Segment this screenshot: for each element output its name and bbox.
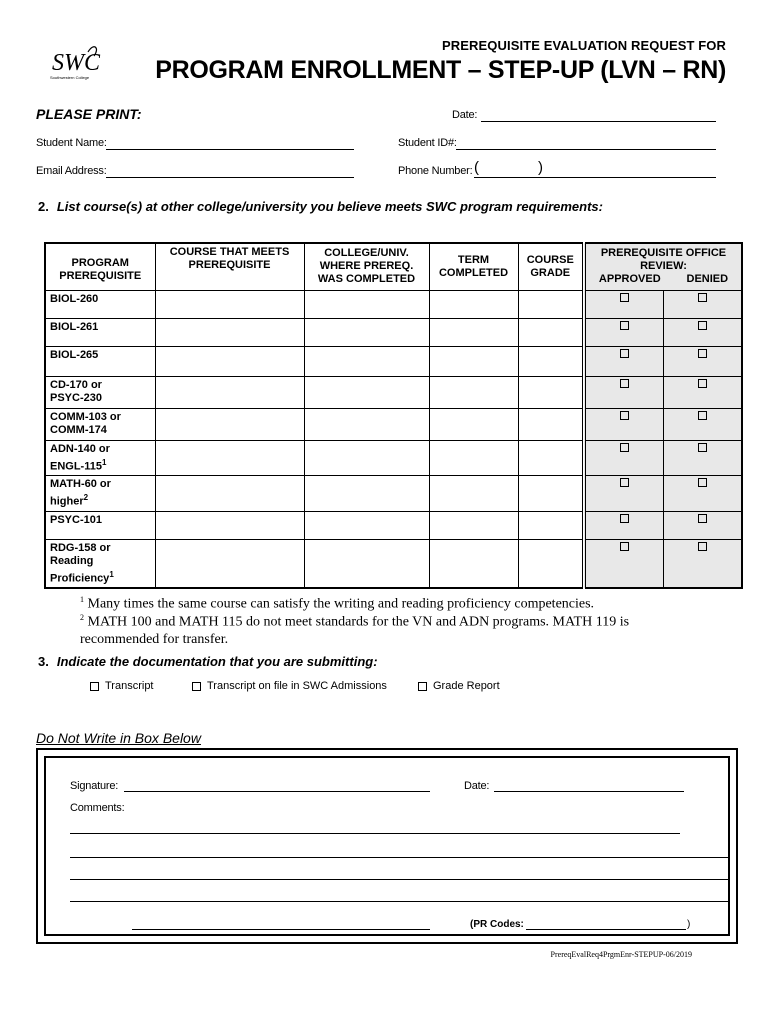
phone-paren-open: ( (474, 159, 479, 176)
table-row (45, 290, 742, 318)
approved-checkbox[interactable] (620, 411, 629, 420)
office-use-box (36, 748, 738, 944)
prereq-line-2: Reading Proficiency (50, 554, 110, 585)
term-cell[interactable] (429, 511, 518, 539)
approved-checkbox[interactable] (620, 321, 629, 330)
footnote-2-mark: 2 (80, 613, 84, 622)
prereq-line-1: ADN-140 or (50, 442, 110, 455)
denied-checkbox[interactable] (698, 542, 707, 551)
term-cell[interactable] (429, 290, 518, 318)
prereq-cell (45, 539, 155, 588)
denied-checkbox[interactable] (698, 321, 707, 330)
table-row (45, 476, 742, 512)
transcript-on-file-checkbox[interactable] (192, 682, 201, 691)
term-cell[interactable] (429, 376, 518, 408)
approver-line[interactable] (132, 916, 430, 930)
footnote-2-text: MATH 100 and MATH 115 do not meet standards for the VN and ADN programs. MATH 119 is recommended for transfer. (80, 614, 630, 647)
office-date-field[interactable] (494, 778, 684, 792)
approved-checkbox[interactable] (620, 478, 629, 487)
grade-cell[interactable] (518, 346, 584, 376)
prereq-cell (45, 290, 155, 318)
approved-cell (584, 290, 663, 318)
prereq-line-1: RDG-158 or (50, 541, 111, 554)
table-row (45, 539, 742, 588)
comments-line-4[interactable] (70, 888, 730, 902)
prereq-cell (45, 511, 155, 539)
table-row (45, 346, 742, 376)
approved-cell (584, 376, 663, 408)
denied-checkbox[interactable] (698, 514, 707, 523)
email-field[interactable] (106, 164, 354, 178)
date-label: Date: (452, 109, 478, 121)
logo-tagline: Southwestern College (50, 75, 90, 80)
term-cell[interactable] (429, 440, 518, 476)
student-id-field[interactable] (456, 136, 716, 150)
denied-checkbox[interactable] (698, 478, 707, 487)
section-2-text: List course(s) at other college/university you believe meets SWC program requirements: (56, 199, 603, 214)
college-cell[interactable] (304, 376, 429, 408)
header-course-meets: COURSE THAT MEETS PREREQUISITE (155, 243, 304, 290)
denied-checkbox[interactable] (698, 411, 707, 420)
approved-cell (584, 440, 663, 476)
course-cell[interactable] (155, 376, 304, 408)
prereq-cell (45, 476, 155, 512)
section-2-number: 2. (38, 199, 49, 214)
header-program-prereq: PROGRAM PREREQUISITE (45, 243, 155, 290)
course-cell[interactable] (155, 511, 304, 539)
header-office-review (584, 243, 742, 290)
student-name-label: Student Name: (36, 137, 107, 149)
grade-cell[interactable] (518, 440, 584, 476)
prereq-line-1: BIOL-265 (50, 348, 99, 361)
denied-cell (663, 511, 742, 539)
form-title: PROGRAM ENROLLMENT – STEP-UP (LVN – RN) (155, 56, 726, 84)
prereq-line-2: COMM-174 (50, 423, 107, 436)
course-cell[interactable] (155, 408, 304, 440)
denied-cell (663, 440, 742, 476)
approved-cell (584, 476, 663, 512)
grade-cell[interactable] (518, 318, 584, 346)
table-row (45, 511, 742, 539)
course-cell[interactable] (155, 318, 304, 346)
prereq-footnote-mark: 1 (101, 457, 107, 467)
course-cell[interactable] (155, 476, 304, 512)
college-cell[interactable] (304, 539, 429, 588)
prereq-line-1: BIOL-260 (50, 292, 99, 305)
grade-cell[interactable] (518, 511, 584, 539)
logo-text: SWC (52, 50, 100, 76)
prereq-cell (45, 440, 155, 476)
college-cell[interactable] (304, 408, 429, 440)
approved-checkbox[interactable] (620, 349, 629, 358)
footnote-1-mark: 1 (80, 595, 84, 604)
grade-cell[interactable] (518, 476, 584, 512)
course-cell[interactable] (155, 440, 304, 476)
signature-label: Signature: (70, 780, 119, 792)
approved-checkbox[interactable] (620, 514, 629, 523)
denied-checkbox[interactable] (698, 293, 707, 302)
option-transcript-on-file[interactable] (192, 680, 387, 692)
please-print-label: PLEASE PRINT: (36, 106, 142, 122)
college-cell[interactable] (304, 318, 429, 346)
grade-cell[interactable] (518, 376, 584, 408)
section-2-heading (38, 199, 603, 214)
option-grade-report[interactable] (418, 680, 500, 692)
denied-checkbox[interactable] (698, 379, 707, 388)
date-field[interactable] (481, 108, 716, 122)
form-subtitle: PREREQUISITE EVALUATION REQUEST FOR (442, 38, 726, 53)
student-name-field[interactable] (106, 136, 354, 150)
header-approved: APPROVED (598, 273, 661, 286)
prereq-cell (45, 318, 155, 346)
denied-cell (663, 476, 742, 512)
phone-field[interactable] (474, 164, 716, 178)
option-transcript-label: Transcript (105, 680, 154, 692)
course-cell[interactable] (155, 346, 304, 376)
college-cell[interactable] (304, 290, 429, 318)
table-row (45, 376, 742, 408)
prereq-line-1: BIOL-261 (50, 320, 99, 333)
student-id-label: Student ID#: (398, 137, 457, 149)
approved-cell (584, 346, 663, 376)
option-transcript-on-file-label: Transcript on file in SWC Admissions (207, 680, 387, 692)
section-3-heading (38, 654, 378, 669)
pr-codes-close: ) (687, 919, 691, 930)
pr-codes-label: (PR Codes: (470, 919, 524, 930)
prereq-cell (45, 346, 155, 376)
denied-checkbox[interactable] (698, 349, 707, 358)
denied-checkbox[interactable] (698, 443, 707, 452)
table-row (45, 408, 742, 440)
college-cell[interactable] (304, 346, 429, 376)
approved-cell (584, 318, 663, 346)
swc-logo (44, 42, 134, 82)
denied-cell (663, 290, 742, 318)
section-3-text: Indicate the documentation that you are submitting: (56, 654, 378, 669)
term-cell[interactable] (429, 346, 518, 376)
transcript-checkbox[interactable] (90, 682, 99, 691)
term-cell[interactable] (429, 539, 518, 588)
approved-cell (584, 511, 663, 539)
college-cell[interactable] (304, 476, 429, 512)
course-cell[interactable] (155, 290, 304, 318)
college-cell[interactable] (304, 511, 429, 539)
prereq-cell (45, 376, 155, 408)
prerequisite-table (44, 242, 743, 589)
prereq-footnote-mark: 2 (83, 493, 89, 503)
denied-cell (663, 346, 742, 376)
prereq-line-1: PSYC-101 (50, 513, 102, 526)
table-row (45, 318, 742, 346)
prereq-line-2: higher (50, 495, 84, 508)
form-footer-code: PrereqEvalReq4PrgmEnr-STEPUP-06/2019 (550, 950, 692, 959)
footnote-2 (80, 609, 700, 648)
office-use-inner (44, 756, 730, 936)
approved-cell (584, 408, 663, 440)
signature-field[interactable] (124, 778, 430, 792)
term-cell[interactable] (429, 318, 518, 346)
college-cell[interactable] (304, 440, 429, 476)
pr-codes-field[interactable] (526, 916, 686, 930)
comments-line-1[interactable] (70, 820, 680, 834)
header-college: COLLEGE/UNIV. WHERE PREREQ. WAS COMPLETED (304, 243, 429, 290)
approved-checkbox[interactable] (620, 542, 629, 551)
office-review-title: PREREQUISITE OFFICE REVIEW: (600, 247, 727, 273)
grade-cell[interactable] (518, 290, 584, 318)
option-grade-report-label: Grade Report (433, 680, 500, 692)
table-body (45, 290, 742, 588)
office-review-subheads (586, 273, 741, 286)
footnote-1-text: Many times the same course can satisfy the writing and reading proficiency competencies. (87, 596, 595, 612)
approved-checkbox[interactable] (620, 293, 629, 302)
grade-cell[interactable] (518, 539, 584, 588)
option-transcript[interactable] (90, 680, 154, 692)
prereq-cell (45, 408, 155, 440)
approved-checkbox[interactable] (620, 379, 629, 388)
section-3-number: 3. (38, 654, 49, 669)
prereq-line-1: COMM-103 or (50, 410, 121, 423)
denied-cell (663, 408, 742, 440)
header-denied: DENIED (686, 273, 729, 286)
term-cell[interactable] (429, 408, 518, 440)
table-row (45, 440, 742, 476)
prereq-footnote-mark: 1 (109, 569, 114, 579)
grade-cell[interactable] (518, 408, 584, 440)
denied-cell (663, 376, 742, 408)
grade-report-checkbox[interactable] (418, 682, 427, 691)
denied-cell (663, 539, 742, 588)
prereq-line-1: CD-170 or (50, 378, 102, 391)
approved-cell (584, 539, 663, 588)
term-cell[interactable] (429, 476, 518, 512)
prereq-line-1: MATH-60 or (50, 478, 111, 491)
prereq-line-2: ENGL-115 (50, 460, 102, 473)
prereq-line-2: PSYC-230 (50, 391, 102, 404)
denied-cell (663, 318, 742, 346)
comments-label: Comments: (70, 802, 125, 814)
comments-line-3[interactable] (70, 866, 730, 880)
email-label: Email Address: (36, 165, 107, 177)
header-grade: COURSE GRADE (518, 243, 584, 290)
phone-label: Phone Number: (398, 165, 473, 177)
table-header-row (45, 243, 742, 290)
course-cell[interactable] (155, 539, 304, 588)
office-date-label: Date: (464, 780, 490, 792)
approved-checkbox[interactable] (620, 443, 629, 452)
comments-line-2[interactable] (70, 844, 730, 858)
phone-paren-close: ) (538, 159, 543, 176)
header-term: TERM COMPLETED (429, 243, 518, 290)
do-not-write-heading: Do Not Write in Box Below (36, 730, 201, 746)
